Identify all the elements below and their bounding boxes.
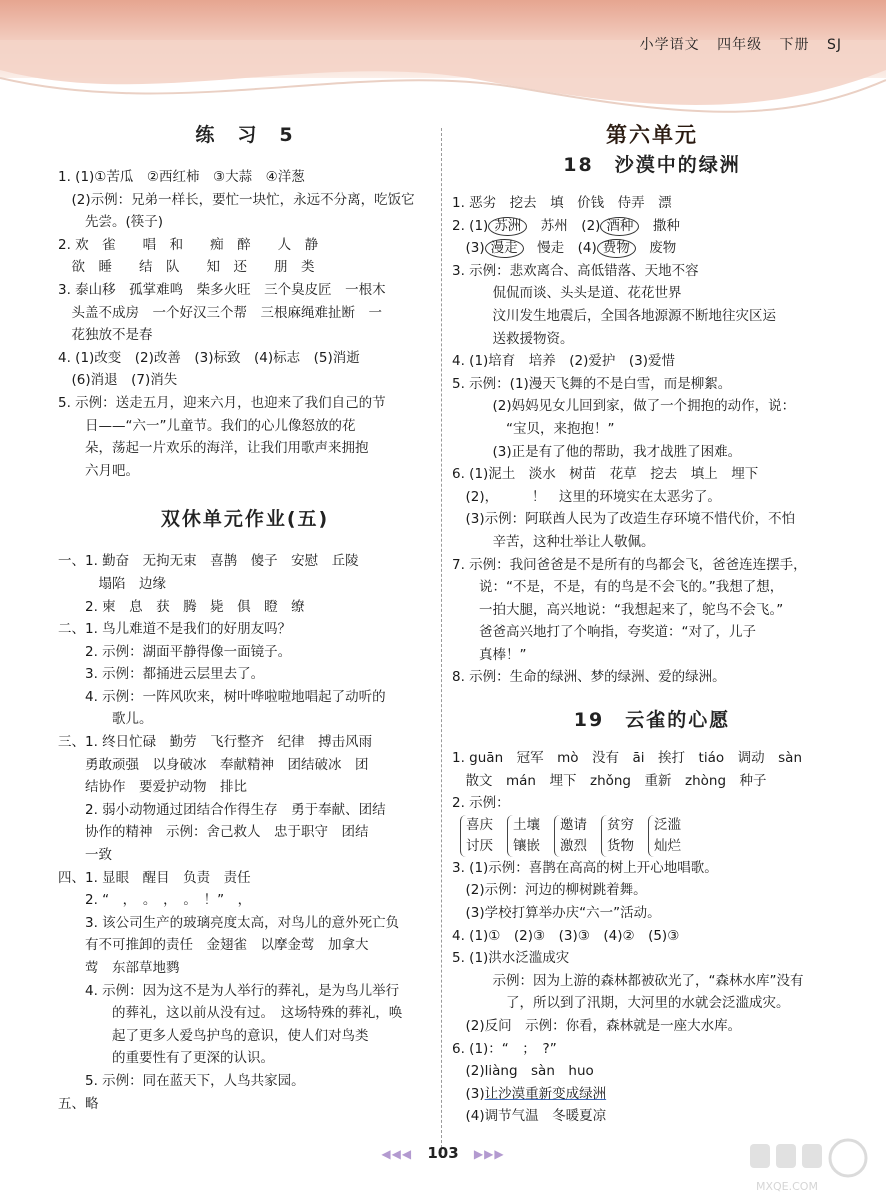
lesson-19-answers: [452, 747, 852, 1128]
answer-line: 2. “ ， 。 ， 。 ！” ，: [58, 892, 252, 909]
answer-line: 3. 示例：都捅进云层里去了。: [58, 666, 265, 683]
answer-text: 慢走 (4): [537, 240, 597, 257]
underlined-phrase: 让沙漠重新变成绿洲: [484, 1085, 607, 1102]
answer-line: 2. 柬 息 获 腾 毙 俱 瞪 缭: [58, 598, 305, 615]
word-pair-top: 邀请: [560, 816, 587, 833]
lesson-18-title: 18 沙漠中的绿洲: [563, 154, 741, 176]
answer-line: 协作的精神 示例：舍己救人 忠于职守 团结: [58, 824, 369, 841]
answer-line: 1. (1)①苦瓜 ②西红柿 ③大蒜 ④洋葱: [58, 169, 305, 185]
word-pair: [507, 815, 540, 857]
watermark-site: MXQE.COM: [756, 1180, 818, 1193]
answer-line: 五、略: [58, 1095, 99, 1112]
answer-text: 2. (1): [452, 217, 489, 234]
answer-line: 日——“六一”儿童节。我们的心儿像怒放的花: [58, 417, 356, 434]
answer-line: 2. 示例：: [452, 795, 510, 812]
answer-line: 三、1. 终日忙碌 勤劳 飞行整齐 纪律 搏击风雨: [58, 734, 373, 751]
answer-line: 1. guān 冠军 mò 没有 āi 挨打 tiáo 调动 sàn: [452, 750, 802, 767]
answer-line: 的葬礼，这以前从没有过。 这场特殊的葬礼，唤: [58, 1005, 403, 1022]
answer-line: 有不可推卸的责任 金翅雀 以摩金莺 加拿大: [58, 937, 369, 954]
answer-line: 六月吧。: [58, 462, 139, 479]
answer-line: 了，所以到了汛期，大河里的水就会泛滥成灾。: [452, 995, 790, 1012]
answer-line: 一、1. 勤奋 无拘无束 喜鹊 傻子 安慰 丘陵: [58, 553, 359, 570]
answer-text: (3): [452, 240, 485, 257]
answer-line: 6. (1)：“ ； ?”: [452, 1040, 557, 1057]
weekend-homework-title: 双休单元作业(五): [160, 508, 330, 531]
circled-word: 费物: [597, 239, 636, 258]
answer-line: 二、1. 鸟儿难道不是我们的好朋友吗？: [58, 621, 292, 638]
word-pair-bottom: 镶嵌: [513, 837, 540, 854]
practice-answers: [58, 166, 432, 482]
watermark-glyph-icon: [750, 1144, 770, 1168]
answer-line: 四、1. 显眼 醒目 负责 责任: [58, 869, 251, 886]
answer-line: (3)正是有了他的帮助，我才战胜了困难。: [452, 443, 742, 460]
answer-line: 一致: [58, 847, 112, 864]
answer-line: 5. 示例：(1)漫天飞舞的不是白雪，而是柳絮。: [452, 375, 732, 392]
answer-line: 散文 mán 埋下 zhǒng 重新 zhòng 种子: [452, 772, 767, 789]
answer-line-circled: [452, 215, 852, 238]
watermark-glyph-icon: [776, 1144, 796, 1168]
word-pair-groups: [460, 815, 852, 857]
answer-line: 3. 泰山移 孤掌难鸣 柴多火旺 三个臭皮匠 一根木: [58, 281, 386, 298]
weekend-answers: [58, 550, 432, 1115]
watermark-glyph-icon: [802, 1144, 822, 1168]
practice-title: 练 习 5: [195, 124, 295, 146]
answer-line: (2)示例：兄弟一样长，要忙一块忙，永远不分离，吃饭它: [58, 191, 415, 208]
answer-line: 1. 恶劣 挖去 填 价钱 侍弄 漂: [452, 195, 672, 211]
word-pair-top: 泛滥: [654, 816, 681, 833]
answer-line: 塌陷 边缘: [58, 575, 166, 592]
answer-line: 8. 示例：生命的绿洲、梦的绿洲、爱的绿洲。: [452, 669, 726, 686]
answer-line: (2)示例：河边的柳树跳着舞。: [452, 882, 647, 899]
answer-line: 2. 欢 雀 唱 和 痴 醉 人 静: [58, 236, 319, 253]
word-pair: [554, 815, 587, 857]
answer-line: 5. 示例：送走五月，迎来六月，也迎来了我们自己的节: [58, 394, 386, 411]
answer-line: (2)， ！ 这里的环境实在太恶劣了。: [452, 488, 721, 505]
word-pair: [648, 815, 681, 857]
answer-line: (2)妈妈见女儿回到家，做了一个拥抱的动作，说：: [452, 398, 796, 415]
answer-line: 汶川发生地震后，全国各地源源不断地往灾区运: [452, 307, 776, 324]
answer-line: 起了更多人爱鸟护鸟的意识，使人们对鸟类: [58, 1027, 369, 1044]
lesson-19-title: 19 云雀的心愿: [573, 709, 731, 732]
answer-line: 5. (1)洪水泛滥成灾: [452, 950, 570, 967]
header-grade: 四年级: [717, 37, 763, 53]
watermark-logo: [742, 1136, 872, 1196]
answer-line: (4)调节气温 冬暖夏凉: [452, 1108, 607, 1125]
header-edition: SJ: [826, 37, 842, 53]
answer-line: 爸爸高兴地打了个响指，夸奖道：“对了，儿子: [452, 624, 756, 641]
answer-line: 4. 示例：因为这不是为人举行的葬礼，是为鸟儿举行: [58, 982, 400, 999]
word-pair-bottom: 灿烂: [654, 837, 681, 854]
answer-line: 送救援物资。: [452, 330, 574, 347]
answer-line: (2)反问 示例：你看，森林就是一座大水库。: [452, 1018, 742, 1034]
answer-line: (2)liàng sàn huo: [452, 1063, 594, 1080]
answer-line: 结协作 要爱护动物 排比: [58, 779, 247, 796]
answer-line: 朵，荡起一片欢乐的海洋，让我们用歌声来拥抱: [58, 440, 369, 457]
answer-line: 4. (1)改变 (2)改善 (3)标致 (4)标志 (5)消逝: [58, 349, 360, 366]
answer-line: 2. 示例：湖面平静得像一面镜子。: [58, 643, 292, 660]
header-subject: 小学语文: [639, 37, 700, 53]
header-volume: 下册: [779, 37, 810, 53]
prev-arrows-icon: ◀◀◀: [381, 1147, 413, 1161]
answer-line: “宝贝，来抱抱！”: [452, 420, 615, 437]
column-divider: [441, 128, 442, 1158]
answer-line: 欲 睡 结 队 知 还 朋 类: [58, 259, 315, 276]
answer-line: 勇敢顽强 以身破冰 奉献精神 团结破冰 团: [58, 756, 369, 773]
answer-line: 4. (1)培育 培养 (2)爱护 (3)爱惜: [452, 353, 676, 370]
answer-line: 3. 示例：悲欢离合、高低错落、天地不容: [452, 262, 699, 279]
right-column: [452, 120, 852, 1128]
answer-line: 歌儿。: [58, 711, 153, 728]
answer-line: 的重要性有了更深的认识。: [58, 1050, 274, 1067]
unit-title: 第六单元: [606, 123, 698, 147]
word-pair-bottom: 货物: [607, 837, 634, 854]
word-pair: [601, 815, 634, 857]
answer-text: 撒种: [652, 217, 680, 234]
answer-text: (3): [452, 1085, 485, 1102]
next-arrows-icon: ▶▶▶: [473, 1147, 505, 1161]
answer-line: 4. 示例：一阵风吹来，树叶哗啦啦地唱起了动听的: [58, 688, 386, 705]
word-pair-bottom: 讨厌: [466, 837, 493, 854]
answer-line: 2. 弱小动物通过团结合作得生存 勇于奉献、团结: [58, 801, 386, 818]
left-column: [58, 120, 432, 1115]
answer-text: 废物: [649, 240, 677, 257]
answer-line: 6. (1)泥土 淡水 树苗 花草 挖去 填上 埋下: [452, 466, 759, 483]
word-pair-top: 贫穷: [607, 816, 634, 833]
watermark-ring-icon: [830, 1140, 866, 1176]
answer-text: 苏州 (2): [540, 217, 601, 234]
word-pair-top: 土壤: [513, 816, 540, 833]
answer-line: 说：“不是，不是，有的鸟是不会飞的。”我想了想，: [452, 579, 784, 596]
answer-line: (3)示例：阿联酋人民为了改造生存环境不惜代价，不怕: [452, 511, 796, 528]
answer-line: 头盖不成房 一个好汉三个帮 三根麻绳难扯断 一: [58, 304, 382, 321]
answer-line-circled: [452, 237, 852, 260]
page-number: 103: [427, 1144, 459, 1162]
answer-line: 3. 该公司生产的玻璃亮度太高，对鸟儿的意外死亡负: [58, 914, 400, 931]
header-info: [628, 34, 842, 54]
answer-line: 7. 示例：我问爸爸是不是所有的鸟都会飞，爸爸连连摆手，: [452, 556, 807, 573]
answer-line: 辛苦，这种壮举让人敬佩。: [452, 533, 655, 550]
circled-word: 苏洲: [488, 217, 527, 236]
lesson-18-answers: [452, 192, 852, 689]
answer-line: 花独放不是春: [58, 327, 153, 344]
answer-line: 侃侃而谈、头头是道、花花世界: [452, 285, 682, 302]
circled-word: 酒种: [600, 217, 639, 236]
answer-line: (6)消退 (7)消失: [58, 372, 178, 389]
word-pair: [460, 815, 493, 857]
word-pair-bottom: 激烈: [560, 837, 587, 854]
answer-line: 真棒！”: [452, 646, 527, 663]
answer-line: 3. (1)示例：喜鹊在高高的树上开心地唱歌。: [452, 859, 718, 876]
answer-line-underlined: [452, 1083, 852, 1106]
answer-line: 示例：因为上游的森林都被砍光了，“森林水库”没有: [452, 972, 804, 989]
answer-line: 先尝。(筷子): [58, 214, 164, 231]
circled-word: 漫走: [485, 239, 524, 258]
word-pair-top: 喜庆: [466, 816, 493, 833]
answer-line: 一拍大腿，高兴地说：“我想起来了，鸵鸟不会飞。”: [452, 601, 784, 618]
answer-line: (3)学校打算举办庆“六一”活动。: [452, 905, 661, 922]
answer-line: 4. (1)① (2)③ (3)③ (4)② (5)③: [452, 927, 680, 944]
answer-line: 莺 东部草地鹨: [58, 960, 180, 976]
answer-line: 5. 示例：同在蓝天下，人鸟共家园。: [58, 1072, 305, 1089]
